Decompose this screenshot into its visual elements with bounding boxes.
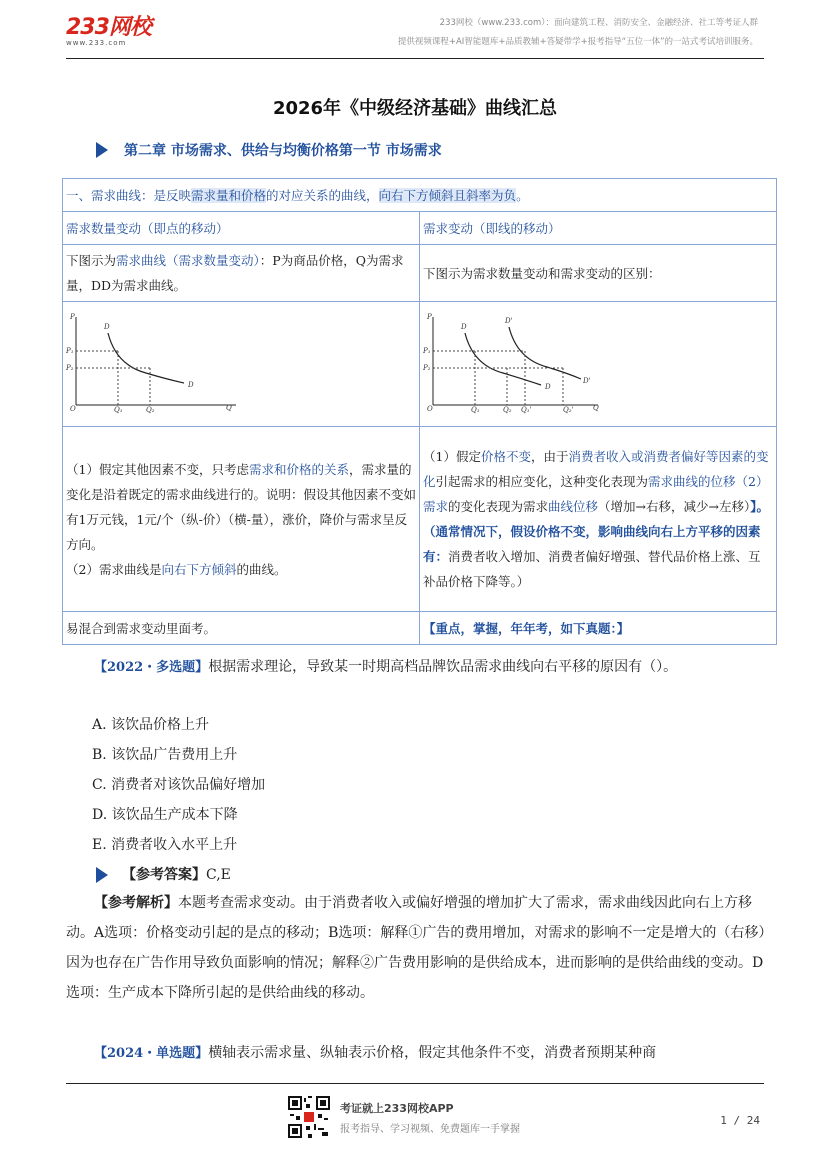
arrow-right-icon [96,142,108,158]
left-footnote: 易混合到需求变动里面考。 [63,612,420,645]
curve-dp-bottom-label: D' [583,377,591,385]
footer-divider [66,1083,764,1084]
right-body-highlight-4: 曲线位移 [548,499,599,514]
left-desc-text-1: 下图示为 [66,253,117,268]
right-body-highlight-2: 消费者收入或消费者偏好等因素的变化 [423,449,769,489]
footer-line-1: 考证就上233网校APP [340,1102,454,1115]
left-body-highlight-2: 向右下方倾斜 [161,561,237,577]
left-description [63,245,420,302]
footer-promo [340,1100,520,1135]
right-body-text-4: 的变化表现为需求 [448,499,549,514]
left-body-text-4: 的曲线。 [236,561,287,577]
right-body-highlight-5: 】。（通常情况下，假设价格不变，影响曲线向右上方平移的因素有： [423,499,770,564]
question-2 [66,1038,766,1069]
question-1-text: 根据需求理论，导致某一时期高档品牌饮品需求曲线向右平移的原因有（）。 [208,659,678,675]
right-body-highlight-3: 需求曲线的位移（2）需求 [423,474,769,514]
question-1-tag: 【2022・多选题】 [94,660,209,675]
page-header [0,0,830,62]
chapter-title: 第二章 市场需求、供给与均衡价格第一节 市场需求 [124,143,442,159]
right-body-text-5: （增加→右移，减少→左移） [598,499,751,514]
demand-quantity-chart [66,305,416,423]
right-chart-cell [420,302,777,427]
analysis [66,888,766,1008]
page-number: 1 / 24 [720,1114,760,1127]
left-chart-cell [63,302,420,427]
origin-label: O [70,405,76,413]
intro-highlight-1: 需求量和价格 [191,187,267,203]
left-desc-text-2: ：P为商品价格，Q为需求量，DD为需求曲线。 [66,253,404,293]
curve-dp-top-label: D' [505,317,513,325]
right-description: 下图示为需求数量变动和需求变动的区别： [420,245,777,302]
curve-d-bottom-label: D [545,383,551,391]
x-axis-label: Q [593,404,599,412]
quantity-2-label: Q₂ [146,406,155,414]
question-1-options [66,710,766,860]
answer-value: C,E [206,867,231,883]
brand-logo[interactable] [66,10,151,47]
intro-text-1: 一、需求曲线：是反映 [66,187,192,203]
right-body-text-3: 引起需求的相应变化，这种变化表现为 [435,474,649,489]
qr-code-icon[interactable] [288,1096,330,1138]
header-divider [66,58,764,59]
question-1 [66,652,766,683]
arrow-right-icon [96,867,108,883]
option-a: A. 该饮品价格上升 [92,717,210,733]
left-body-text-1: （1）假定其他因素不变，只考虑 [66,461,249,477]
left-body-cell [63,427,420,612]
y-axis-label: P [70,313,75,321]
right-body-text-2: ，由于 [530,449,569,464]
left-body-highlight-1: 需求和价格的关系 [248,461,349,477]
right-footnote: 【重点，掌握，年年考，如下真题：】 [420,612,777,645]
table-intro-cell [63,179,777,212]
option-c: C. 消费者对该饮品偏好增加 [92,777,266,793]
question-2-tag: 【2024・单选题】 [94,1046,209,1061]
right-body-text-1: （1）假定 [423,449,481,464]
demand-curve-dd [108,333,184,383]
analysis-text: 本题考查需求变动。由于消费者收入或偏好增强的增加扩大了需求，需求曲线因此向右上方移动。A选项：价格变动引起的是点的移动；B选项：解释①广告的费用增加，对需求的影响不一定是增大的（右移）因为也存在广告作用导致负面影响的情况；解释②广告费用影响的是供给成本，进而影响的是供给曲线的变动。D选项：生产成本下降所引起的是供给曲线的移动。 [66,895,766,1001]
y-axis-label: P [427,313,432,321]
curve-d-top-label: D [104,323,110,331]
origin-label: O [427,405,433,413]
demand-curve-dpdp [509,327,581,379]
intro-text-3: 。 [516,187,529,203]
quantity-1-label: Q₁ [114,406,123,414]
right-body-text-6: 消费者收入增加、消费者偏好增强、替代品价格上涨、互补品价格下降等。） [423,549,761,589]
left-desc-highlight: 需求曲线（需求数量变动） [116,253,260,268]
analysis-label: 【参考解析】 [94,895,178,911]
option-e: E. 消费者收入水平上升 [92,837,238,853]
price-2-label: P₂ [423,364,431,372]
quantity-1-prime-label: Q₁' [521,406,532,414]
left-body-text-3: （2）需求曲线是 [66,561,162,577]
answer-label: 【参考答案】 [122,867,206,883]
demand-shift-chart [423,305,773,423]
left-column-header: 需求数量变动（即点的移动） [63,212,420,245]
x-axis-label: Q [226,404,232,412]
quantity-2-prime-label: Q₂' [563,406,574,414]
question-2-text: 横轴表示需求量、纵轴表示价格，假定其他条件不变，消费者预期某种商 [208,1045,657,1061]
option-d: D. 该饮品生产成本下降 [92,807,238,823]
demand-curve-table [62,178,777,645]
option-b: B. 该饮品广告费用上升 [92,747,238,763]
logo-url: www.233.com [66,39,127,47]
price-2-label: P₂ [66,364,74,372]
right-body-cell [420,427,777,612]
header-line-1: 233网校（www.233.com）：面向建筑工程、消防安全、金融经济、社工等考证人群 [439,18,758,28]
intro-text-2: 的对应关系的曲线， [266,187,379,203]
curve-d-bottom-label: D [188,381,194,389]
quantity-1-label: Q₁ [471,406,480,414]
left-body-text-2: ，需求量的变化是沿着既定的需求曲线进行的。说明：假设其他因素不变如有1万元钱，1元/个（纵-价）（横-量），涨价，降价与需求呈反方向。 [66,461,417,552]
quantity-2-label: Q₂ [503,406,512,414]
document-title: 2026年《中级经济基础》曲线汇总 [272,98,558,119]
chapter-heading [96,140,442,160]
right-body-highlight-1: 价格不变 [480,449,531,464]
right-column-header: 需求变动（即线的移动） [420,212,777,245]
header-tagline [398,14,758,52]
header-line-2: 提供视频课程+AI智能题库+品质教辅+答疑带学+报考指导“五位一体”的一站式考试培训服务。 [397,37,758,47]
price-1-label: P₁ [423,347,431,355]
curve-d-top-label: D [461,323,467,331]
intro-highlight-2: 向右下方倾斜且斜率为负 [378,187,517,203]
logo-text: 233网校 [66,15,151,40]
price-1-label: P₁ [66,347,74,355]
footer-line-2: 报考指导、学习视频、免费题库一手掌握 [340,1124,520,1135]
answer-line [66,860,766,890]
